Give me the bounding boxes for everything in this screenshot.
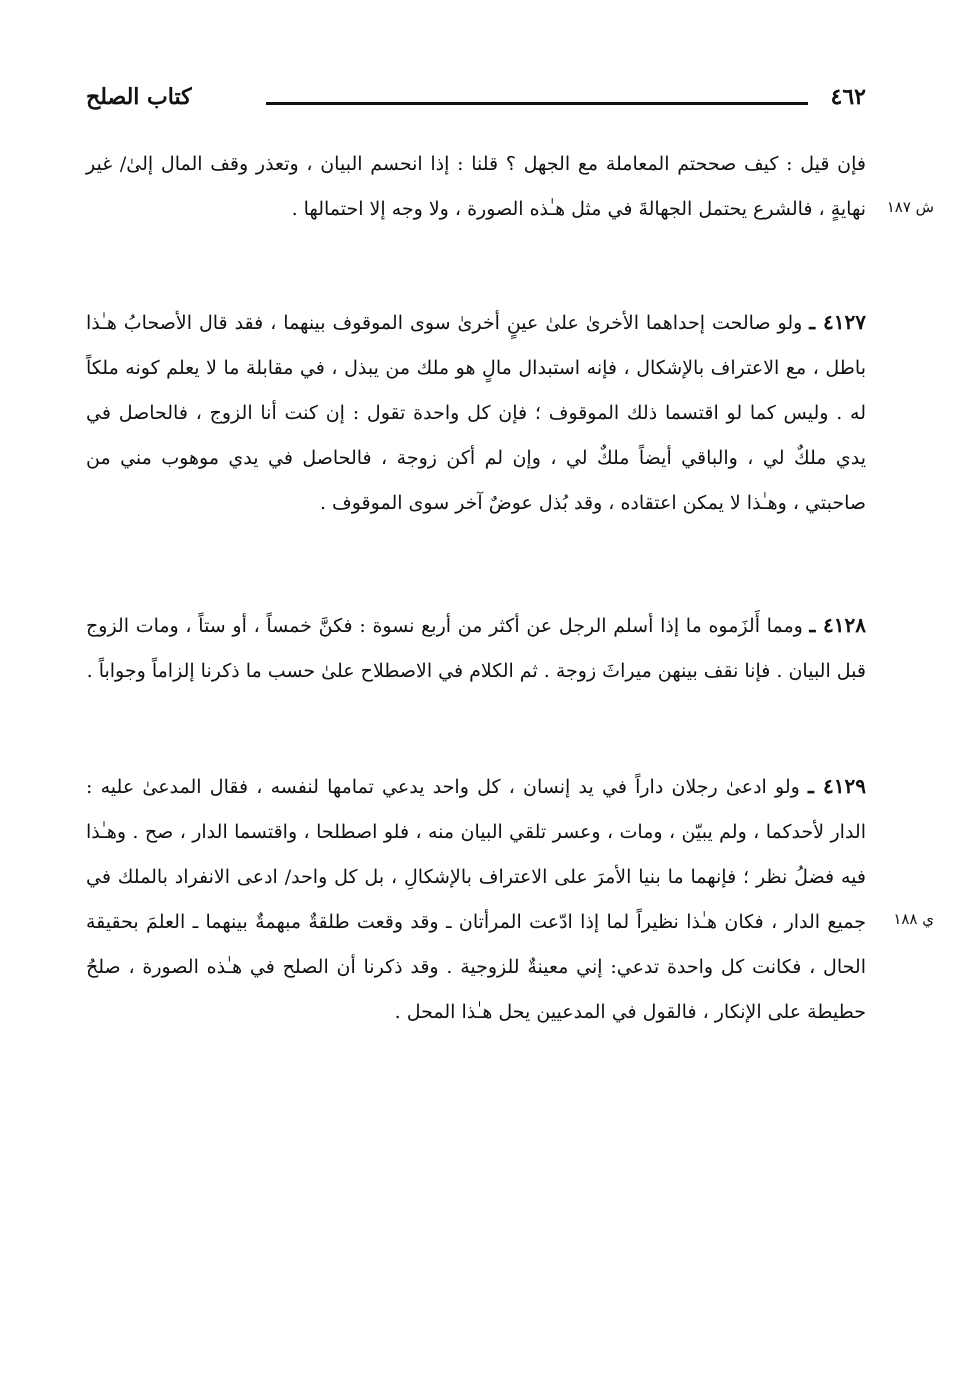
paragraph xyxy=(86,603,866,694)
page-number: ٤٦٢ xyxy=(830,84,866,110)
paragraph-number: ٤١٢٨ ـ xyxy=(809,613,866,637)
paragraph xyxy=(86,300,866,526)
paragraph-body xyxy=(86,300,866,526)
margin-note: ي ١٨٨ xyxy=(893,910,934,928)
paragraph-text: ومما أَلزَموه ما إذا أسلم الرجل عن أكثر من أربع نسوة : فكنَّ خمساً ، أو ستاً ، ومات الزوج قبل البيان . فإنا نقف بينهن ميراثَ زوجة . ثم الكلام في الاصطلاح علىٰ حسب ما ذكرنا إلزاماً وجواباً . xyxy=(86,615,866,682)
paragraph xyxy=(86,142,866,232)
running-title: كتاب الصلح xyxy=(86,84,192,110)
paragraph-number: ٤١٢٩ ـ xyxy=(808,774,867,798)
paragraph-body xyxy=(86,603,866,694)
paragraph-number: ٤١٢٧ ـ xyxy=(809,310,867,334)
paragraph-text: ولو صالحت إحداهما الأخرىٰ علىٰ عينٍ أخرىٰ سوى الموقوف بينهما ، فقد قال الأصحابُ هـٰذا باطل ، مع الاعتراف بالإشكال ، فإنه استبدال مالٍ هو ملك من يبذل ، في مقابلة ما لا يعلم كونه ملكاً له . وليس كما لو اقتسما ذلك الموقوف ؛ فإن كل واحدة تقول : إن كنت أنا الزوج ، فالحاصل في يدي ملكٌ لي ، والباقي أيضاً ملكٌ لي ، وإن لم أكن زوجة ، فالحاصل في يدي موهوب مني من صاحبتي ، وهـٰذا لا يمكن اعتقاده ، وقد بُذل عوضٌ آخر سوى الموقوف . xyxy=(86,312,866,514)
margin-note: ش ١٨٧ xyxy=(886,198,934,216)
paragraph-text: فإن قيل : كيف صححتم المعاملة مع الجهل ؟ قلنا : إذا انحسم البيان ، وتعذر وقف المال إلىٰ/ غير نهايةٍ ، فالشرع يحتمل الجهالةَ في مثل هـٰذه الصورة ، ولا وجه إلا احتمالها . xyxy=(86,153,866,220)
paragraph-body xyxy=(86,764,866,1035)
paragraph-text: ولو ادعىٰ رجلان داراً في يد إنسان ، كل واحد يدعي تمامها لنفسه ، فقال المدعىٰ عليه : الدار لأحدكما ، ولم يبيّن ، ومات ، وعسر تلقي البيان منه ، فلو اصطلحا ، واقتسما الدار ، صح . وهـٰذا فيه فضلُ نظر ؛ فإنهما ما بنيا الأمرَ على الاعتراف بالإشكالِ ، بل كل واحد/ ادعى الانفراد بالملك في جميع الدار ، فكان هـٰذا نظيراً لما إذا ادّعت المرأتان ـ وقد وقعت طلقةٌ مبهمةٌ بينهما ـ العلمَ بحقيقة الحال ، فكانت كل واحدة تدعي: إني معينةٌ للزوجية . وقد ذكرنا أن الصلح في هـٰذه الصورة ، صلحُ حطيطة على الإنكار ، فالقول في المدعيين يحل هـٰذا المحل . xyxy=(86,776,866,1023)
header-rule xyxy=(266,102,808,105)
paragraph xyxy=(86,764,866,1035)
page-header xyxy=(86,80,866,120)
